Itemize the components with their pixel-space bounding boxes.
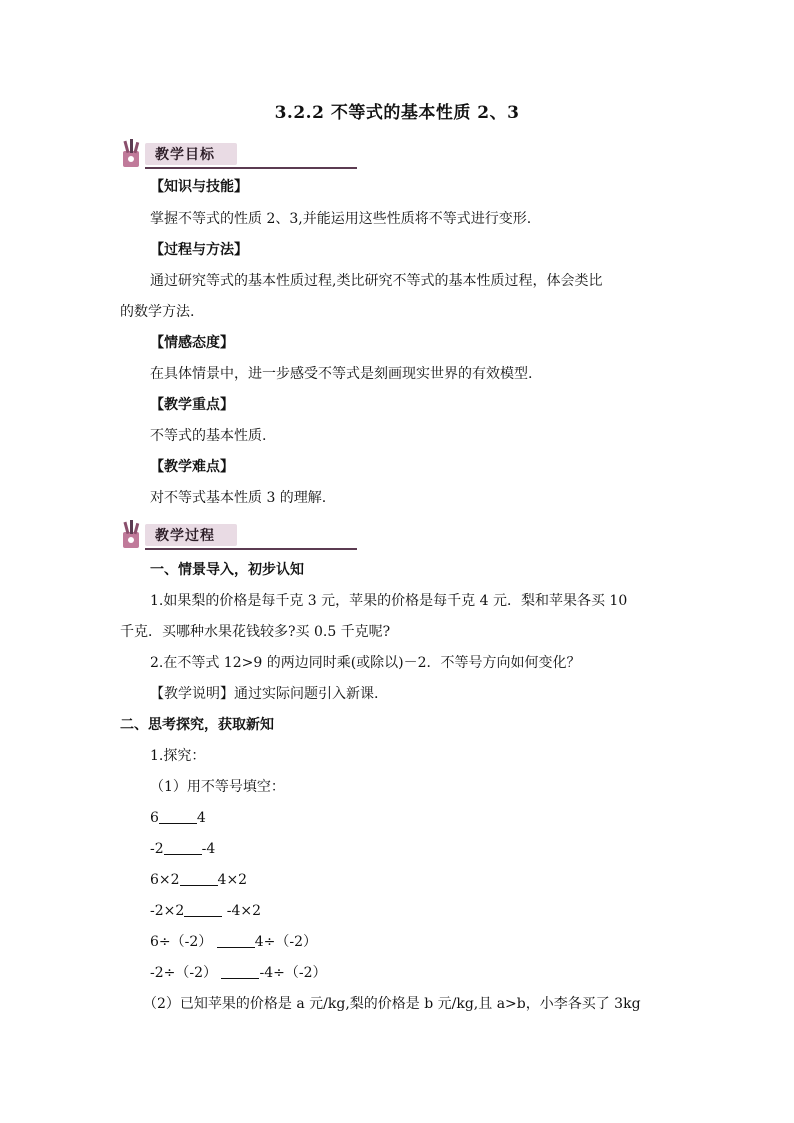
answer-blank [164,842,202,855]
paragraph: 对不等式基本性质 3 的理解. [150,490,327,506]
heading-key-point: 【教学重点】 [150,397,234,413]
banner-label: 教学目标 [155,147,215,163]
paragraph: 不等式的基本性质. [150,428,267,444]
paragraph: 在具体情景中，进一步感受不等式是刻画现实世界的有效模型. [150,366,533,382]
exercise-row: 6×2 4×2 [150,872,248,888]
banner-underline [145,548,357,550]
question-1-title: （1）用不等号填空： [150,779,285,795]
paragraph: 1.如果梨的价格是每千克 3 元，苹果的价格是每千克 4 元．梨和苹果各买 10 [150,593,628,609]
paragraph: 掌握不等式的性质 2、3,并能运用这些性质将不等式进行变形. [150,211,532,227]
section-banner-process [117,518,247,552]
banner-underline [145,167,357,169]
exercise-row: -2÷（-2） -4÷（-2） [150,965,327,981]
part1-title: 一、情景导入，初步认知 [150,562,304,578]
teaching-note: 【教学说明】通过实际问题引入新课. [150,686,379,702]
answer-blank [159,811,197,824]
section-banner-objectives [117,137,247,171]
part2-title: 二、思考探究，获取新知 [120,717,274,733]
exercise-row: 6÷（-2） 4÷（-2） [150,934,318,950]
answer-blank [221,966,259,979]
paragraph-continuation: 的数学方法. [120,304,195,320]
answer-blank [217,935,255,948]
exercise-row: -2×2 -4×2 [150,903,262,919]
answer-blank [184,904,222,917]
paragraph-continuation: 千克．买哪种水果花钱较多?买 0.5 千克呢? [120,624,391,640]
banner-label: 教学过程 [155,528,215,544]
answer-blank [180,873,218,886]
heading-knowledge: 【知识与技能】 [150,179,248,195]
paragraph: 2.在不等式 12>9 的两边同时乘(或除以)－2．不等号方向如何变化？ [150,655,581,671]
question-2-line: （2）已知苹果的价格是 a 元/kg,梨的价格是 b 元/kg,且 a>b，小李各买了 3kg [143,996,641,1012]
heading-difficulty: 【教学难点】 [150,459,234,475]
heading-attitude: 【情感态度】 [150,335,234,351]
heading-process: 【过程与方法】 [150,242,248,258]
paragraph: 通过研究等式的基本性质过程,类比研究不等式的基本性质过程，体会类比 [150,273,603,289]
part2-intro: 1.探究： [150,748,206,764]
exercise-row: 6 4 [150,810,206,826]
document-title: 3.2.2 不等式的基本性质 2、3 [274,103,520,123]
exercise-row: -2 -4 [150,841,216,857]
